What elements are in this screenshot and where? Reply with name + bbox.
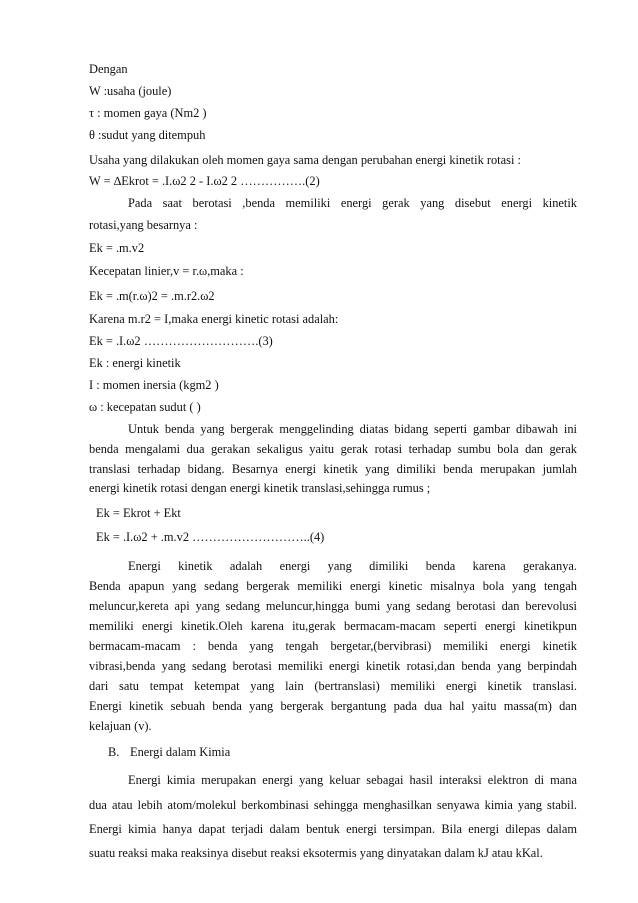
equation-2: W = ∆Ekrot = .I.ω2 2 - I.ω2 2 …………….(2) xyxy=(89,174,320,188)
text-line: I : momen inersia (kgm2 ) xyxy=(89,378,219,392)
equation-3: Ek = .I.ω2 ……………………….(3) xyxy=(89,334,273,348)
paragraph-line: dua atau lebih atom/molekul berkombinasi sehingga menghasilkan senyawa kimia yang stabil. xyxy=(89,798,577,812)
paragraph-line: Energi kinetik sebuah benda yang bergerak bergantung pada dua hal yaitu massa(m) dan xyxy=(89,699,577,713)
text-line: Dengan xyxy=(89,62,128,76)
equation: Ek = Ekrot + Ekt xyxy=(96,506,181,520)
paragraph-line: Energi kimia merupakan energi yang keluar sebagai hasil interaksi elektron di mana xyxy=(128,773,577,787)
paragraph-line: bermacam-macam : benda yang tengah bergetar,(bervibrasi) memiliki energi kinetik xyxy=(89,639,577,653)
equation: Ek = .m.v2 xyxy=(89,241,145,255)
paragraph-line: energi kinetik rotasi dengan energi kinetik translasi,sehingga rumus ; xyxy=(89,481,431,495)
paragraph-line: Energi kinetik adalah energi yang dimiliki benda karena gerakanya. xyxy=(128,559,577,573)
section-title: Energi dalam Kimia xyxy=(130,745,231,759)
paragraph-line: Energi kimia hanya dapat terjadi dalam bentuk energi tersimpan. Bila energi dilepas dalam xyxy=(89,822,577,836)
paragraph-line: dari satu tempat ketempat yang lain (bertranslasi) memiliki energi kinetik translasi. xyxy=(89,679,577,693)
text-line: τ : momen gaya (Nm2 ) xyxy=(89,106,207,120)
paragraph-line: Pada saat berotasi ,benda memiliki energi gerak yang disebut energi kinetik xyxy=(128,196,577,210)
paragraph-line: benda mengalami dua gerakan sekaligus yaitu gerak rotasi terhadap sumbu bola dan gerak xyxy=(89,442,577,456)
text-line: Kecepatan linier,v = r.ω,maka : xyxy=(89,264,244,278)
paragraph-line: vibrasi,benda yang sedang berotasi memiliki energi kinetik rotasi,dan benda yang berpindah xyxy=(89,659,577,673)
text-line: θ :sudut yang ditempuh xyxy=(89,128,206,142)
equation: Ek = .m(r.ω)2 = .m.r2.ω2 xyxy=(89,289,215,303)
text-line: Ek : energi kinetik xyxy=(89,356,181,370)
text-line: ω : kecepatan sudut ( ) xyxy=(89,400,201,414)
equation-4: Ek = .I.ω2 + .m.v2 ………………………..(4) xyxy=(96,530,325,544)
paragraph-line: Untuk benda yang bergerak menggelinding diatas bidang seperti gambar dibawah ini xyxy=(128,422,577,436)
paragraph-line: rotasi,yang besarnya : xyxy=(89,218,198,232)
paragraph-line: kelajuan (v). xyxy=(89,719,152,733)
text-line: W :usaha (joule) xyxy=(89,84,172,98)
section-letter: B. xyxy=(108,745,120,759)
paragraph-line: memiliki energi kinetik.Oleh karena itu,gerak bermacam-macam seperti energi kinetikpun xyxy=(89,619,577,633)
text-line: Usaha yang dilakukan oleh momen gaya sama dengan perubahan energi kinetik rotasi : xyxy=(89,153,521,167)
paragraph-line: suatu reaksi maka reaksinya disebut reaksi eksotermis yang dinyatakan dalam kJ atau kKal. xyxy=(89,846,543,860)
paragraph-line: meluncur,kereta api yang sedang meluncur,hingga bumi yang sedang berotasi dan berevolusi xyxy=(89,599,577,613)
text-line: Karena m.r2 = I,maka energi kinetic rotasi adalah: xyxy=(89,312,339,326)
paragraph-line: translasi terhadap bidang. Besarnya energi kinetik yang dimiliki benda merupakan jumlah xyxy=(89,462,577,476)
paragraph-line: Benda apapun yang sedang bergerak memiliki energi kinetic misalnya bola yang tengah xyxy=(89,579,577,593)
